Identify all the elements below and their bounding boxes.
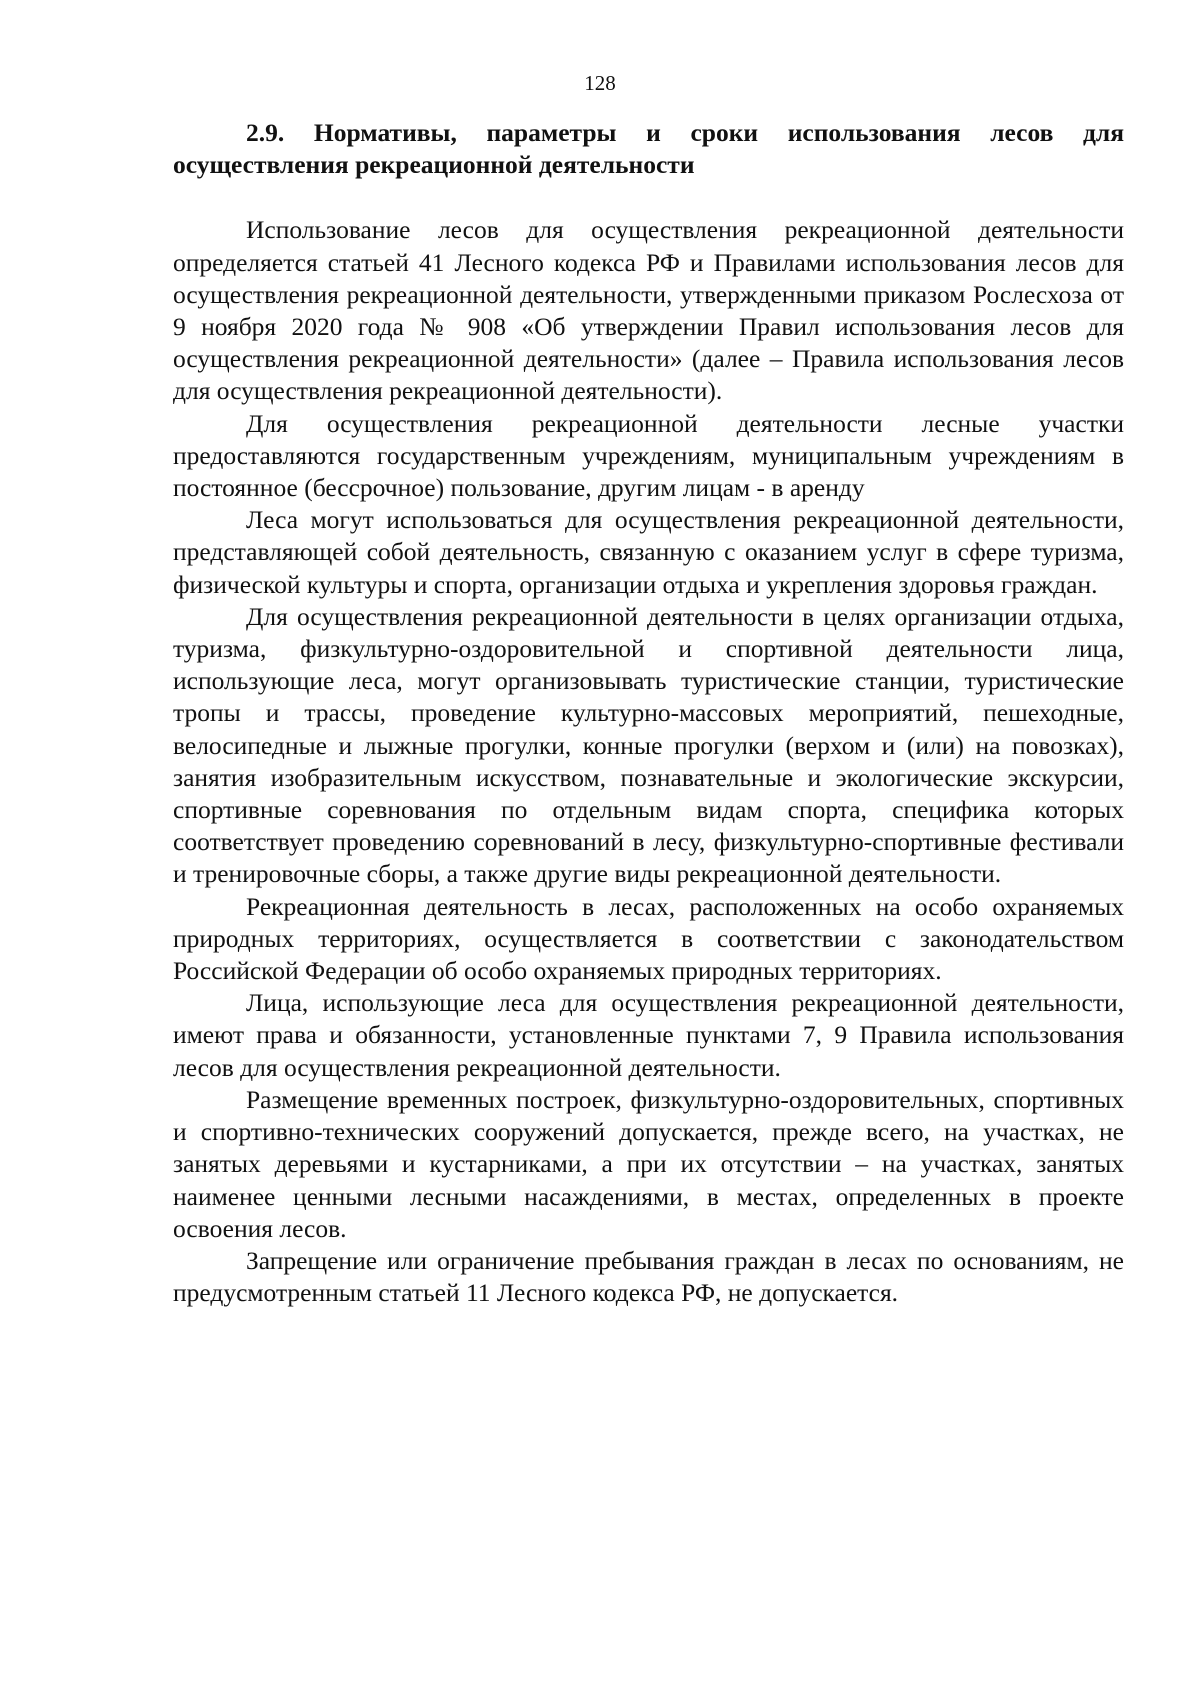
paragraph-7: Размещение временных построек, физкультурно-оздоровительных, спортивных и спортивно-технических сооружений допускается, прежде всего, на участках, не занятых деревьями и кустарниками, а при их отсутствии – на участках, занятых наименее ценными лесными насаждениями, в местах, определенных в проекте освоения лесов.: [173, 1084, 1124, 1243]
paragraph-1: Использование лесов для осуществления рекреационной деятельности определяется статьей 41 Лесного кодекса РФ и Правилами использования лесов для осуществления рекреационной деятельности, утвержденными приказом Рослесхоза от 9 ноября 2020 года № 908 «Об утверждении Правил использования лесов для осуществления рекреационной деятельности» (далее – Правила использования лесов для осуществления рекреационной деятельности).: [173, 215, 1124, 406]
paragraph-4: Для осуществления рекреационной деятельности в целях организации отдыха, туризма, физкультурно-оздоровительной и спортивной деятельности лица, использующие леса, могут организовывать туристические станции, туристические тропы и трассы, проведение культурно-массовых мероприятий, пешеходные, велосипедные и лыжные прогулки, конные прогулки (верхом и (или) на повозках), занятия изобразительным искусством, познавательные и экологические экскурсии, спортивные соревнования по отдельным видам спорта, специфика которых соответствует проведению соревнований в лесу, физкультурно-спортивные фестивали и тренировочные сборы, а также другие виды рекреационной деятельности.: [173, 601, 1124, 889]
section-title: 2.9. Нормативы, параметры и сроки использования лесов для осуществления рекреационной деятельности: [173, 118, 1124, 180]
paragraph-6: Лица, использующие леса для осуществления рекреационной деятельности, имеют права и обязанности, установленные пунктами 7, 9 Правила использования лесов для осуществления рекреационной деятельности.: [173, 988, 1124, 1082]
page-content: [173, 117, 1124, 1309]
paragraph-5: Рекреационная деятельность в лесах, расположенных на особо охраняемых природных территориях, осуществляется в соответствии с законодательством Российской Федерации об особо охраняемых природных территориях.: [173, 891, 1124, 986]
paragraph-3: Леса могут использоваться для осуществления рекреационной деятельности, представляющей собой деятельность, связанную с оказанием услуг в сфере туризма, физической культуры и спорта, организации отдыха и укрепления здоровья граждан.: [173, 505, 1124, 599]
paragraph-8: Запрещение или ограничение пребывания граждан в лесах по основаниям, не предусмотренным статьей 11 Лесного кодекса РФ, не допускается.: [173, 1245, 1124, 1308]
page-number: 128: [584, 71, 616, 95]
paragraph-2: Для осуществления рекреационной деятельности лесные участки предоставляются государственным учреждениям, муниципальным учреждениям в постоянное (бессрочное) пользование, другим лицам - в аренду: [173, 408, 1124, 503]
